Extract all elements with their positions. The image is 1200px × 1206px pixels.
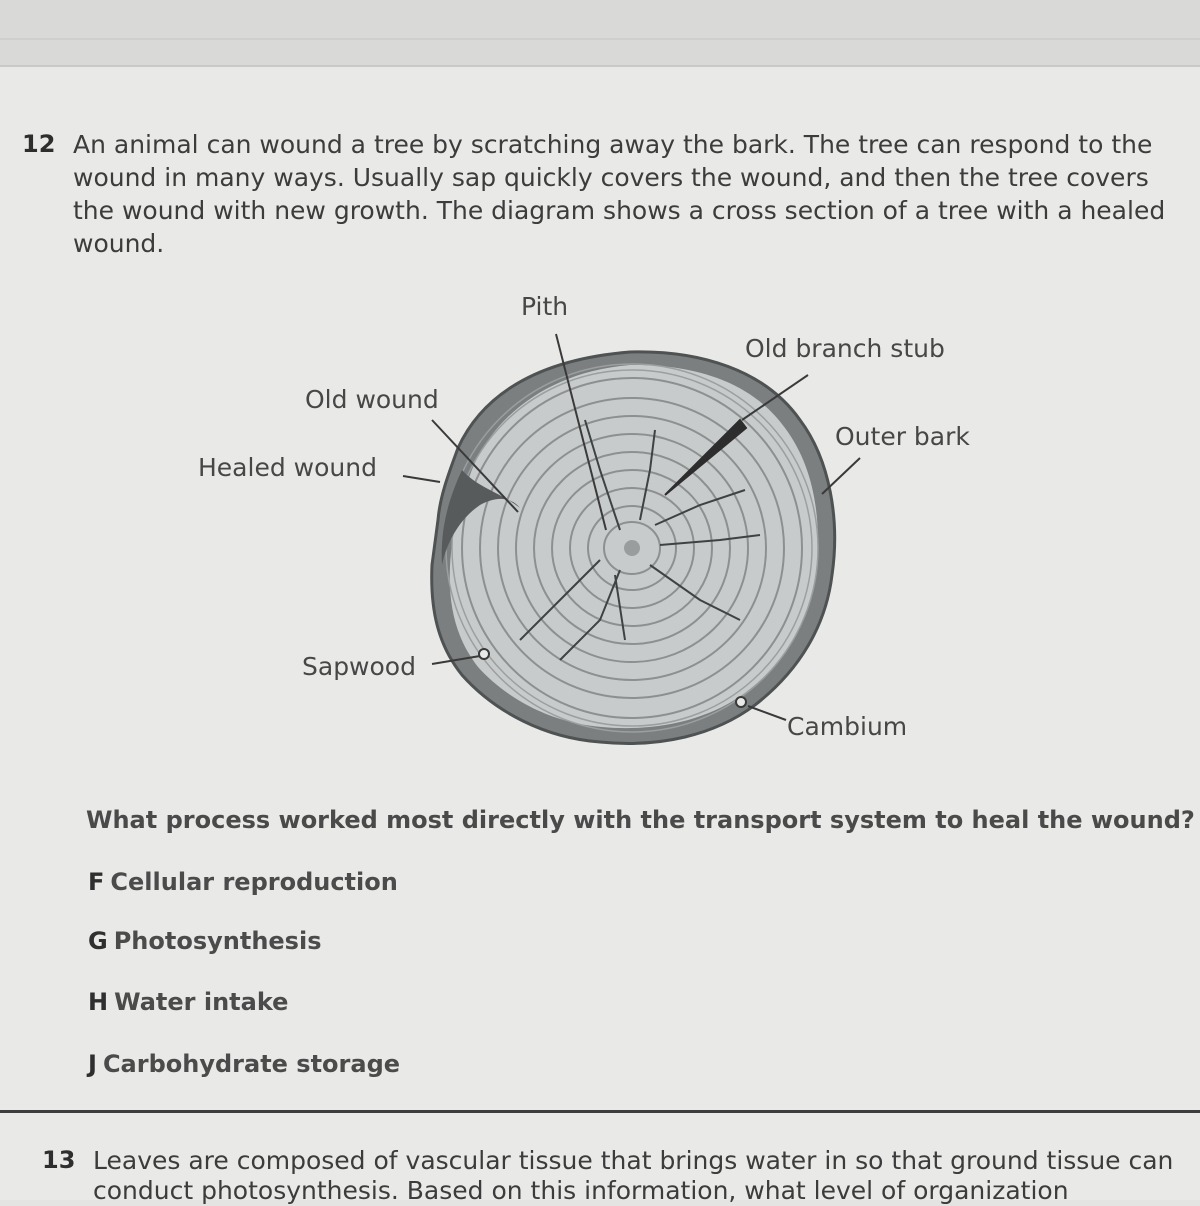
question-number: 12: [22, 130, 56, 158]
answer-choice-g[interactable]: [88, 927, 321, 955]
question-text: An animal can wound a tree by scratching away the bark. The tree can respond to the wound in many ways. Usually sap quickly covers the wound, and then the tree covers the wound with new growth. The diagram shows a cross section of a tree with a healed wound.: [73, 130, 1166, 258]
question-divider: [0, 1110, 1200, 1113]
answer-choice-h[interactable]: [88, 988, 288, 1016]
cambium-marker: [736, 697, 746, 707]
label-cambium: Cambium: [787, 712, 908, 741]
sapwood-marker: [479, 649, 489, 659]
label-healed-wound: Healed wound: [198, 453, 377, 482]
choice-text: Water intake: [114, 988, 289, 1016]
choice-letter: G: [88, 927, 108, 955]
label-pith: Pith: [521, 292, 569, 321]
choice-letter: J: [88, 1050, 97, 1078]
label-old-wound: Old wound: [305, 385, 439, 414]
next-question-text: Leaves are composed of vascular tissue that brings water in so that ground tissue can conduct photosynthesis. Based on this information, what level of organization: [93, 1146, 1174, 1205]
answer-choice-j[interactable]: [88, 1050, 400, 1078]
choice-text: Photosynthesis: [113, 927, 322, 955]
question-prompt: What process worked most directly with the transport system to heal the wound?: [86, 806, 1195, 834]
next-question-number: 13: [42, 1146, 76, 1174]
choice-text: Cellular reproduction: [110, 868, 398, 896]
label-outer-bark: Outer bark: [835, 422, 970, 451]
label-sapwood: Sapwood: [302, 652, 416, 681]
choice-letter: F: [88, 868, 105, 896]
label-old-branch-stub: Old branch stub: [745, 334, 945, 363]
answer-choice-f[interactable]: [88, 868, 398, 896]
choice-text: Carbohydrate storage: [102, 1050, 401, 1078]
choice-letter: H: [88, 988, 109, 1016]
pith-center: [624, 540, 640, 556]
